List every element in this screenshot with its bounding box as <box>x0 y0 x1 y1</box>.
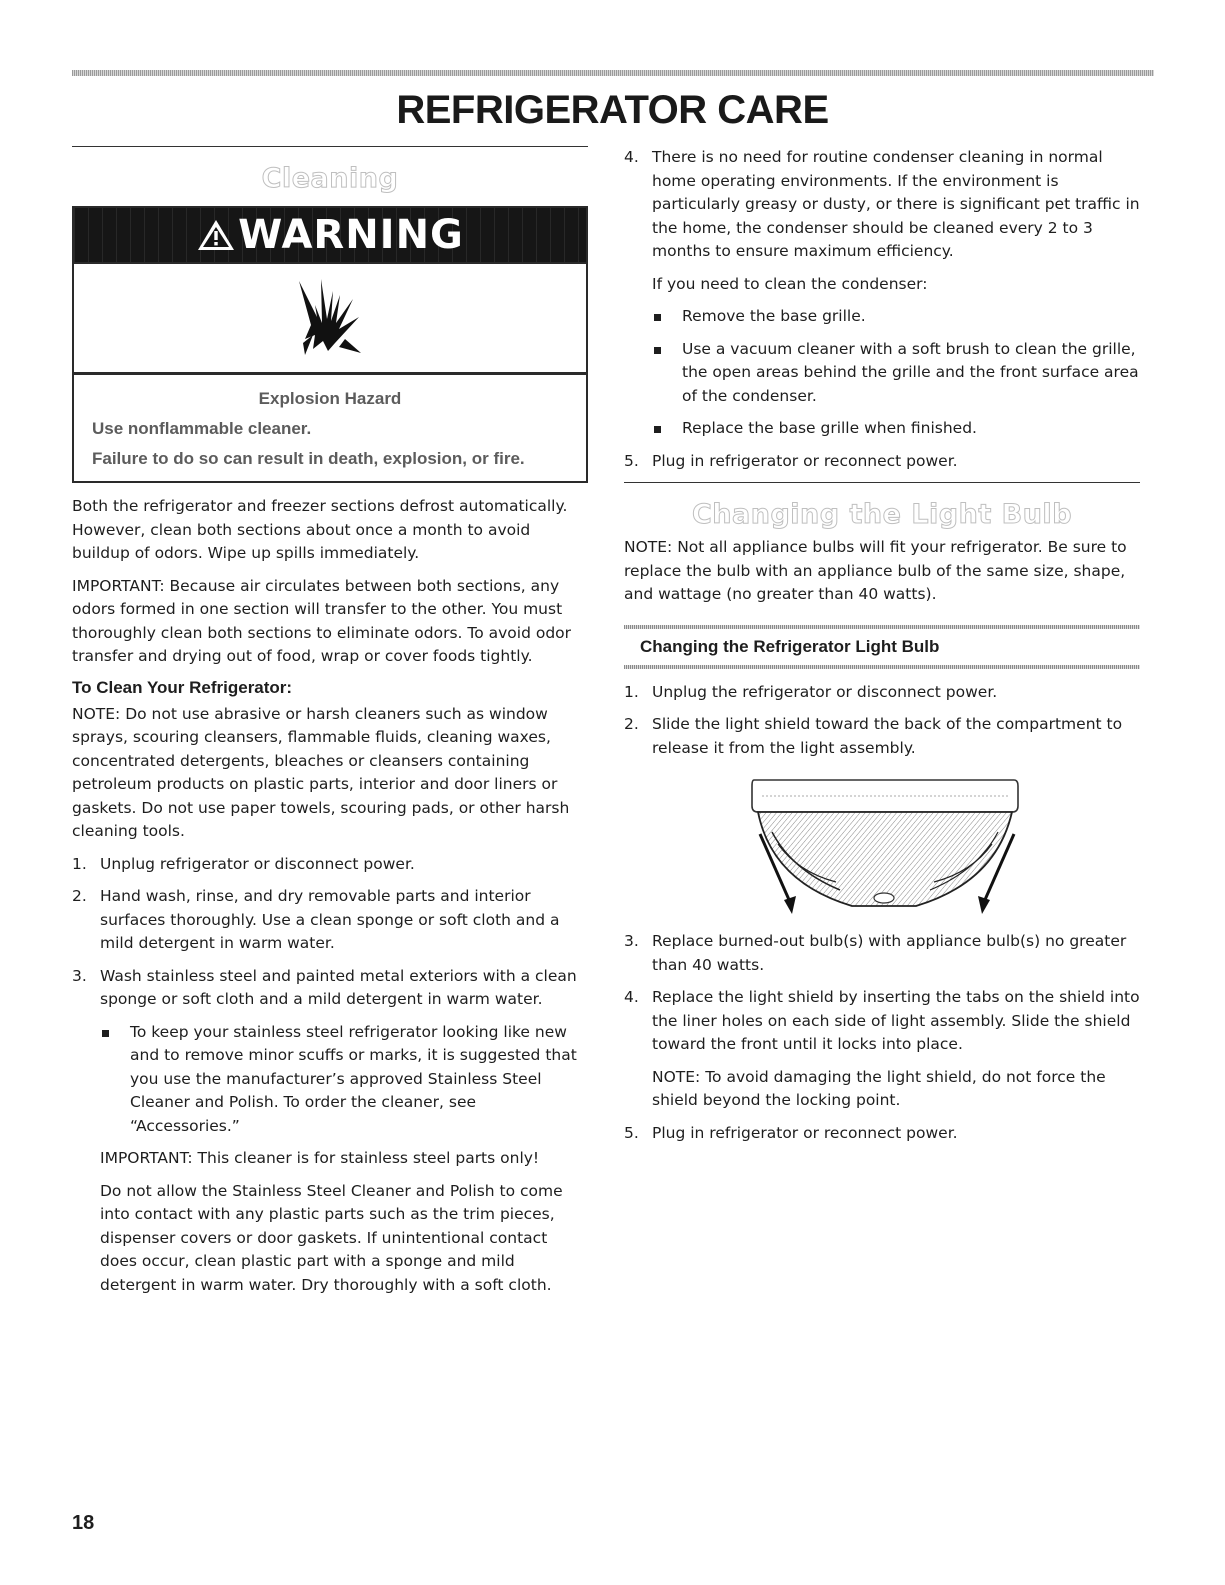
shield-note <box>624 1066 1140 1113</box>
step-text: There is no need for routine condenser cleaning in normal home operating environments. If the environment is particularly greasy or dusty, or there is significant pet traffic in the home, the condenser should be cleaned every 2 to 3 months to ensure maximum efficiency. <box>652 148 1140 260</box>
page-title: REFRIGERATOR CARE <box>396 88 829 132</box>
step-number: 5. <box>624 1123 639 1142</box>
light-bulb-heading: Changing the Light Bulb <box>691 499 1073 530</box>
step-number: 4. <box>624 988 639 1006</box>
warning-consequence: Failure to do so can result in death, explosion, or fire. <box>92 449 525 468</box>
list-item <box>72 965 588 1012</box>
warning-box <box>72 206 588 483</box>
step-number: 3. <box>624 932 639 950</box>
bullet-icon <box>654 314 661 321</box>
note-text: Not all appliance bulbs will fit your refrigerator. Be sure to replace the bulb with an appliance bulb of the same size, shape, and wattage (no greater than 40 watts). <box>624 538 1127 603</box>
warning-icon-area <box>74 262 586 375</box>
step-text: Unplug refrigerator or disconnect power. <box>100 854 415 873</box>
right-column <box>624 146 1140 1154</box>
step-text: Replace the light shield by inserting the tabs on the shield into the liner holes on each side of light assembly. Slide the shield toward the front until it locks into place. <box>652 988 1140 1053</box>
step-number: 4. <box>624 148 639 166</box>
stainless-paragraph: Do not allow the Stainless Steel Cleaner and Polish to come into contact with any plastic parts such as the trim pieces, dispenser covers or door gaskets. If unintentional contact does occur, clean plastic part with a sponge and mild detergent in warm water. Dry thoroughly with a soft cloth. <box>100 1181 563 1294</box>
procedure-rule <box>624 665 1140 669</box>
bullet-icon <box>654 347 661 354</box>
bullet-item <box>624 305 1140 329</box>
bullet-item <box>72 1021 588 1139</box>
light-shield-illustration <box>732 772 1032 922</box>
important-text: This cleaner is for stainless steel parts only! <box>192 1149 540 1167</box>
list-item <box>72 885 588 956</box>
alert-triangle-icon <box>196 218 236 252</box>
important-label: IMPORTANT: <box>72 576 165 595</box>
procedure-header <box>624 625 1140 669</box>
step-text: Plug in refrigerator or reconnect power. <box>652 451 958 470</box>
bullet-text: Remove the base grille. <box>682 307 866 325</box>
bullet-item <box>624 338 1140 409</box>
bullet-item <box>624 417 1140 441</box>
list-item <box>624 930 1140 977</box>
warning-banner <box>74 208 586 262</box>
clean-subheading: To Clean Your Refrigerator: <box>72 677 293 697</box>
section-rule <box>72 146 588 147</box>
warning-title: WARNING <box>238 212 464 258</box>
step-text: Wash stainless steel and painted metal exteriors with a clean sponge or soft cloth and a mild detergent in warm water. <box>100 966 577 1008</box>
step-text: Slide the light shield toward the back of the compartment to release it from the light assembly. <box>652 715 1123 757</box>
list-item <box>624 681 1140 705</box>
step-number: 1. <box>624 682 639 701</box>
list-item <box>72 853 588 877</box>
bullet-text: To keep your stainless steel refrigerator looking like new and to remove minor scuffs or marks, it is suggested that you use the manufacturer’s approved Stainless Steel Cleaner and Polish. To order the cleaner, see “Accessories.” <box>130 1022 577 1135</box>
important-label: IMPORTANT: <box>100 1149 193 1167</box>
warning-instruction: Use nonflammable cleaner. <box>92 419 312 438</box>
note-paragraph <box>72 703 588 844</box>
note-label: NOTE: <box>624 538 673 556</box>
condenser-lead: If you need to clean the condenser: <box>652 274 928 293</box>
defrost-paragraph: Both the refrigerator and freezer sections defrost automatically. However, clean both sections about once a month to avoid buildup of odors. Wipe up spills immediately. <box>72 497 568 562</box>
list-item <box>624 713 1140 760</box>
important-stainless <box>72 1147 588 1171</box>
light-shield-figure <box>624 772 1140 922</box>
left-column <box>72 146 588 1306</box>
list-item <box>624 450 1140 474</box>
explosion-icon <box>295 277 365 359</box>
bullet-icon <box>654 426 661 433</box>
bullet-text: Use a vacuum cleaner with a soft brush to clean the grille, the open areas behind the grille and the front surface area of the condenser. <box>682 339 1139 405</box>
note-label: NOTE: <box>72 704 121 723</box>
cleaning-heading: Cleaning <box>261 163 399 194</box>
step-number: 3. <box>72 966 87 985</box>
step-text: Plug in refrigerator or reconnect power. <box>652 1123 958 1142</box>
list-item <box>624 146 1140 264</box>
list-item <box>624 1122 1140 1146</box>
note-text: Do not use abrasive or harsh cleaners such as window sprays, scouring cleansers, flammable fluids, cleaning waxes, concentrated detergents, bleaches or cleansers containing petroleum products on plastic parts, interior and door liners or gaskets. Do not use paper towels, scouring pads, or other harsh cleaning tools. <box>72 704 570 840</box>
step-number: 5. <box>624 451 639 470</box>
top-rule <box>72 70 1154 76</box>
step-text: Unplug the refrigerator or disconnect power. <box>652 682 998 701</box>
step-number: 2. <box>72 887 87 905</box>
important-paragraph <box>72 575 588 669</box>
procedure-title: Changing the Refrigerator Light Bulb <box>640 636 940 656</box>
warning-text <box>74 375 586 481</box>
bulb-note-paragraph <box>624 536 1140 607</box>
bullet-icon <box>102 1030 109 1037</box>
step-number: 2. <box>624 715 639 733</box>
step-number: 1. <box>72 854 87 873</box>
list-item <box>624 986 1140 1057</box>
hazard-title: Explosion Hazard <box>258 389 402 408</box>
section-rule <box>624 482 1140 483</box>
step-text: Hand wash, rinse, and dry removable parts and interior surfaces thoroughly. Use a clean sponge or soft cloth and a mild detergent in warm water. <box>100 887 560 952</box>
note-label: NOTE: <box>652 1067 701 1086</box>
step-text: Replace burned-out bulb(s) with appliance bulb(s) no greater than 40 watts. <box>652 932 1127 974</box>
important-text: Because air circulates between both sections, any odors formed in one section will transfer to the other. You must thoroughly clean both sections to eliminate odors. To avoid odor transfer and drying out of food, wrap or cover foods tightly. <box>72 576 572 665</box>
bullet-text: Replace the base grille when finished. <box>682 419 977 437</box>
note-text: To avoid damaging the light shield, do not force the shield beyond the locking point. <box>652 1067 1106 1109</box>
page-number: 18 <box>72 1512 95 1534</box>
